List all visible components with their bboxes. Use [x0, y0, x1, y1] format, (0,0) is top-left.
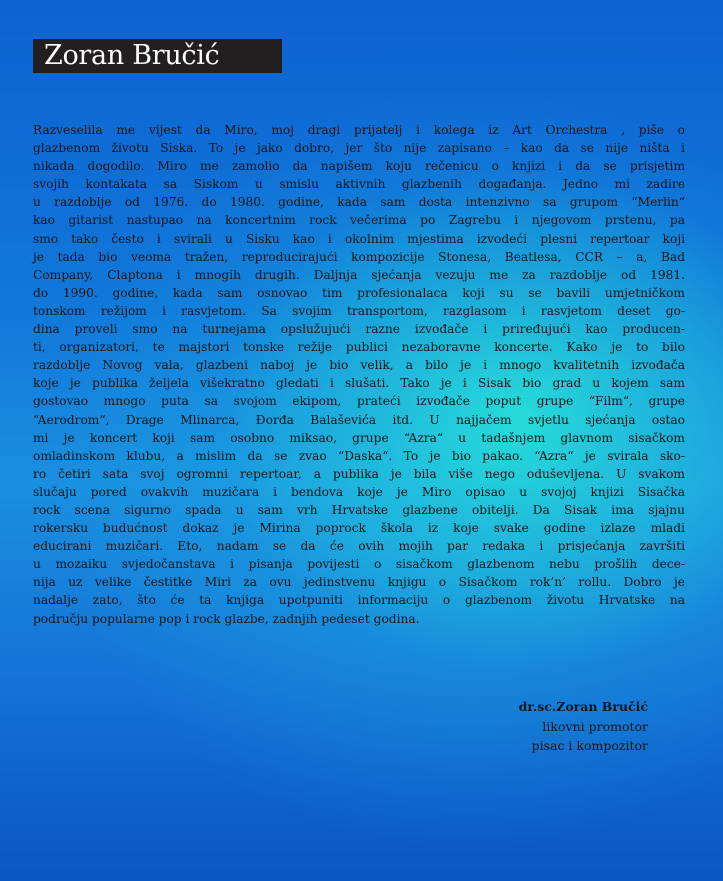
text-line: području popularne pop i rock glazbe, zadnjih pedeset godina. — [33, 611, 420, 626]
text-line: slučaju pored ovakvih muzičara i bendova koje je Miro opisao u svojoj knjizi Sisačka — [33, 484, 685, 499]
text-line: kao gitarist nastupao na koncertnim rock večerima po Zagrebu i njegovom prstenu, pa — [33, 213, 685, 228]
text-line: rokersku budućnost dokaz je Mirina poprock škola iz koje svake godine izlaze mladi — [33, 521, 685, 536]
page-title: Zoran Bručić — [33, 39, 282, 73]
text-line: u razdoblje od 1976. do 1980. godine, kada sam dosta intenzivno sa grupom “Merlin“ — [33, 195, 685, 210]
text-line: u mozaiku svjedočanstava i pisanja povijesti o sisačkom glazbenom nebu prošlih dece- — [33, 557, 685, 572]
author-role-writer: pisac i kompozitor — [531, 738, 648, 753]
text-line: educirani muzičari. Eto, nadam se da će ovih mojih par redaka i prisjećanja završiti — [33, 539, 685, 554]
text-line: “Aerodrom“, Drage Mlinarca, Đorđa Balaševića itd. U najjačem svjetlu sjećanja ostao — [33, 412, 685, 427]
author-name: dr.sc.Zoran Bručić — [518, 699, 648, 714]
text-line: gostovao mnogo puta sa svojom ekipom, prateći izvođače poput grupe “Film“, grupe — [33, 394, 685, 409]
text-line: omladinskom klubu, a mislim da se zvao “Daska“. To je bio pakao. “Azra“ je svirala sko- — [33, 448, 685, 463]
text-line: razdoblje Novog vala, glazbeni naboj je bio velik, a bilo je i mnogo kvalitetnih izvođača — [33, 358, 685, 373]
signature-block — [519, 697, 648, 756]
text-line: ti, organizatori, te majstori tonske režije publici nezaboravne koncerte. Kako je to bilo — [33, 340, 685, 355]
text-line: do 1990. godine, kada sam osnovao tim profesionalaca koji su se bavili umjetničkom — [33, 285, 685, 300]
text-line: nadalje zato, što će ta knjiga upotpuniti informaciju o glazbenom životu Hrvatske na — [33, 593, 685, 608]
author-role-promoter: likovni promotor — [542, 718, 648, 734]
text-line: je tada bio veoma tražen, reproducirajući kompozicije Stonesa, Beatlesa, CCR – a, Bad — [33, 249, 685, 264]
text-line: nija uz velike čestitke Miri za ovu jedinstvenu knjigu o Sisačkom rok’n’ rollu. Dobro je — [33, 575, 685, 590]
text-line: svojih kontakata sa Siskom u smislu aktivnih glazbenih događanja. Jedno mi zadire — [33, 177, 685, 192]
article-body — [33, 121, 685, 628]
text-line: smo tako često i svirali u Sisku kao i okolnim mjestima izvodeći plesni repertoar koji — [33, 231, 685, 246]
text-line: Razveselila me vijest da Miro, moj dragi prijatelj i kolega iz Art Orchestra , piše o — [33, 123, 685, 137]
text-line: glazbenom životu Siska. To je jako dobro, jer što nije zapisano – kao da se nije ništa i — [33, 141, 685, 156]
text-line: mi je koncert koji sam osobno miksao, grupe “Azra“ u tadašnjem glavnom sisačkom — [33, 430, 685, 445]
text-line: Company, Claptona i mnogih drugih. Daljnja sjećanja vezuju me za razdoblje od 1981. — [33, 267, 685, 282]
text-line: dina proveli smo na turnejama opslužujući razne izvođače i priređujući kao producen- — [33, 322, 685, 337]
text-line: ro četiri sata svoj ogromni repertoar, a publika je bila više nego oduševljena. U svakom — [33, 466, 685, 481]
text-line: rock scena sigurno spada u sam vrh Hrvatske glazbene obitelji. Da Sisak ima sjajnu — [33, 502, 685, 517]
text-line: nikada dogodilo. Miro me zamolio da napišem koju rečenicu o knjizi i da se prisjetim — [33, 159, 685, 174]
text-line: koje je publika željela višekratno gledati i slušati. Tako je i Sisak bio grad u kojem sam — [33, 376, 685, 391]
text-line: tonskom režijom i rasvjetom. Sa svojim transportom, razglasom i rasvjetom deset go- — [33, 303, 685, 318]
